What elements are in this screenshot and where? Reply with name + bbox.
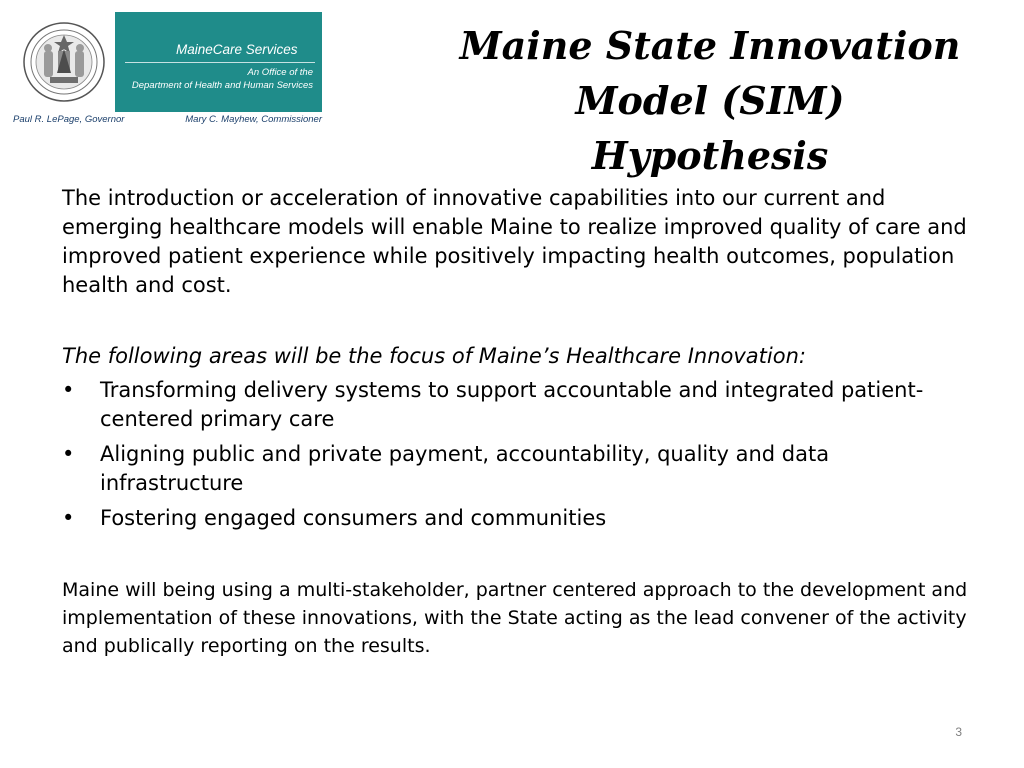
org-subtitle-line1: An Office of the [247, 67, 313, 78]
list-item [62, 376, 972, 434]
logo-footer [13, 114, 322, 127]
title-line-1: Maine State Innovation [459, 23, 961, 68]
slide-body [62, 184, 972, 660]
maine-state-seal [13, 12, 115, 112]
intro-paragraph: The introduction or acceleration of innovative capabilities into our current and emerging healthcare models will enable Maine to realize improved quality of care and improved patient experience while positively impacting health outcomes, population health and cost. [62, 186, 967, 297]
governor-name: Paul R. LePage, Governor [13, 114, 125, 125]
commissioner-name: Mary C. Mayhew, Commissioner [185, 114, 322, 125]
list-item-text: Transforming delivery systems to support accountable and integrated patient-centered primary care [100, 378, 924, 431]
bullet-icon: • [62, 378, 75, 402]
bullet-icon: • [62, 506, 75, 530]
page-number: 3 [955, 725, 962, 739]
list-item-text: Fostering engaged consumers and communities [100, 506, 607, 530]
closing-paragraph: Maine will being using a multi-stakeholder, partner centered approach to the development and implementation of these innovations, with the State acting as the lead convener of the activity and publically reporting on the results. [62, 579, 968, 657]
title-line-3: Hypothesis [591, 133, 829, 178]
list-item [62, 440, 972, 498]
org-subtitle-line2: Department of Health and Human Services [131, 80, 313, 91]
list-item-text: Aligning public and private payment, accountability, quality and data infrastructure [100, 442, 830, 495]
focus-list [62, 376, 972, 533]
org-name: MaineCare Services [176, 42, 298, 57]
bullet-icon: • [62, 442, 75, 466]
slide-title [420, 18, 1000, 183]
logo-divider [125, 62, 315, 63]
seal-icon [22, 21, 106, 103]
title-line-2: Model (SIM) [575, 78, 845, 123]
list-item [62, 504, 972, 533]
focus-heading: The following areas will be the focus of Maine’s Healthcare Innovation: [62, 344, 806, 368]
logo-banner [13, 12, 322, 112]
mainecare-logo [13, 12, 322, 127]
